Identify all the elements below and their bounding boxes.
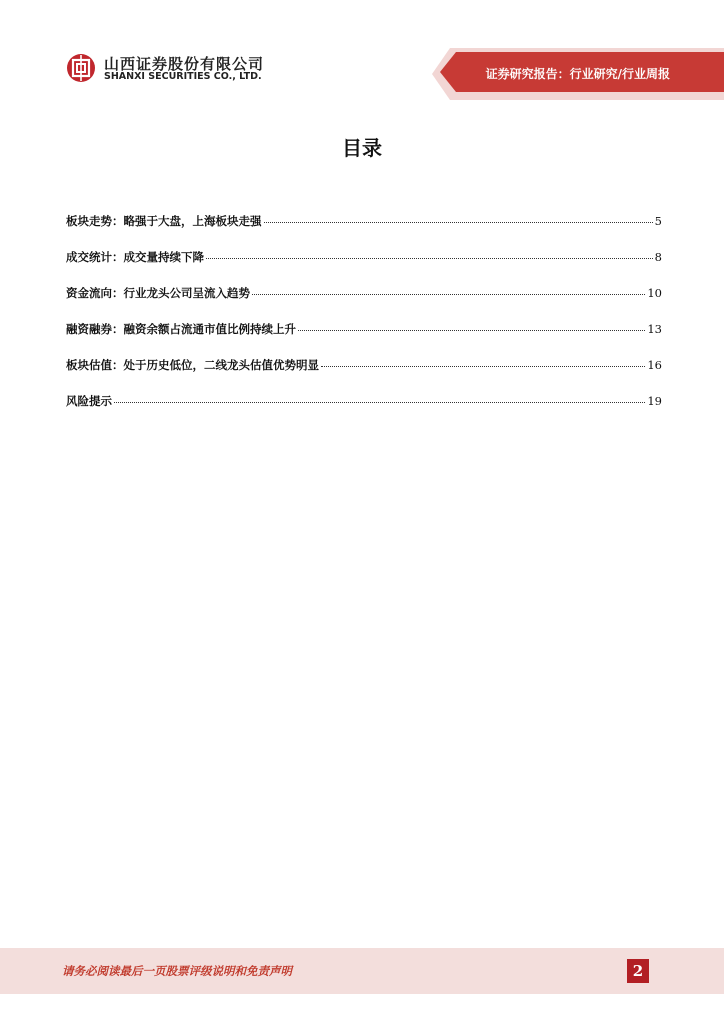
page-title: 目录 bbox=[342, 136, 382, 160]
toc-entry-page: 10 bbox=[647, 286, 662, 300]
toc-entry-label: 成交统计：成交量持续下降 bbox=[66, 250, 204, 264]
toc-leader-dots bbox=[252, 294, 645, 295]
toc-entry-page: 5 bbox=[654, 214, 662, 228]
toc-entry[interactable] bbox=[66, 213, 662, 249]
company-name-cn: 山西证券股份有限公司 bbox=[104, 55, 265, 73]
toc-entry-label: 风险提示 bbox=[66, 394, 112, 408]
toc-entry[interactable] bbox=[66, 249, 662, 285]
toc-entry-page: 19 bbox=[647, 394, 662, 408]
toc-entry-page: 16 bbox=[647, 358, 662, 372]
toc-entry-label: 融资融券：融资余额占流通市值比例持续上升 bbox=[66, 322, 296, 336]
toc-leader-dots bbox=[114, 402, 645, 403]
toc-entry-label: 资金流向：行业龙头公司呈流入趋势 bbox=[66, 286, 250, 300]
toc-entry-page: 13 bbox=[647, 322, 662, 336]
toc-entry[interactable] bbox=[66, 285, 662, 321]
toc-leader-dots bbox=[264, 222, 653, 223]
toc-leader-dots bbox=[298, 330, 645, 331]
toc-entry-label: 板块走势：略强于大盘，上海板块走强 bbox=[66, 214, 262, 228]
disclaimer-notice: 请务必阅读最后一页股票评级说明和免责声明 bbox=[62, 964, 292, 978]
table-of-contents bbox=[66, 213, 662, 429]
page-number: 2 bbox=[627, 959, 649, 983]
company-logo-icon bbox=[66, 53, 96, 83]
toc-entry-label: 板块估值：处于历史低位，二线龙头估值优势明显 bbox=[66, 358, 319, 372]
company-name-en: SHANXI SECURITIES CO., LTD. bbox=[104, 71, 262, 82]
page-footer bbox=[0, 948, 724, 994]
toc-leader-dots bbox=[206, 258, 653, 259]
header-banner bbox=[0, 0, 724, 100]
report-type-label: 证券研究报告：行业研究/行业周报 bbox=[485, 67, 670, 81]
page-header bbox=[0, 0, 724, 100]
toc-entry[interactable] bbox=[66, 393, 662, 429]
toc-entry[interactable] bbox=[66, 357, 662, 393]
toc-entry[interactable] bbox=[66, 321, 662, 357]
toc-entry-page: 8 bbox=[654, 250, 662, 264]
toc-leader-dots bbox=[321, 366, 645, 367]
